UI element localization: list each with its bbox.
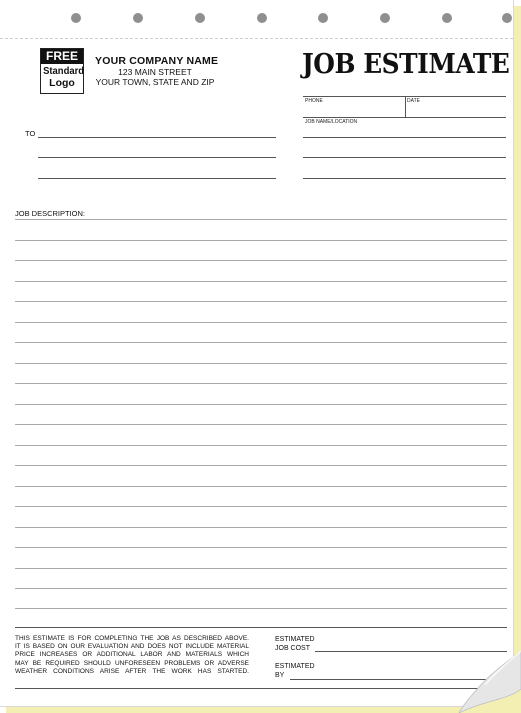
job-name-line[interactable]: [303, 178, 506, 179]
estimated-by-line1: ESTIMATED: [275, 663, 315, 670]
phone-label: PHONE: [305, 98, 323, 104]
description-line[interactable]: [15, 527, 507, 528]
description-line[interactable]: [15, 260, 507, 261]
to-address-line[interactable]: [38, 178, 276, 179]
description-line[interactable]: [15, 322, 507, 323]
logo-standard-text: Standard: [43, 65, 85, 77]
disclaimer-line: THIS ESTIMATE IS FOR COMPLETING THE JOB AS DESCRIBED ABOVE.: [15, 635, 249, 642]
estimate-disclaimer: [15, 635, 249, 676]
description-line[interactable]: [15, 404, 507, 405]
to-address-line[interactable]: [38, 157, 276, 158]
binding-hole: [380, 13, 390, 23]
disclaimer-line: IT IS BASED ON OUR EVALUATION AND DOES NOT INCLUDE MATERIAL: [15, 643, 249, 651]
job-name-line[interactable]: [303, 137, 506, 138]
page-curl: [441, 633, 521, 713]
binding-hole: [195, 13, 205, 23]
estimated-cost-line1: ESTIMATED: [275, 636, 315, 643]
form-title: JOB ESTIMATE: [302, 49, 510, 80]
job-description-label: JOB DESCRIPTION:: [15, 209, 86, 218]
description-line[interactable]: [15, 486, 507, 487]
description-line[interactable]: [15, 342, 507, 343]
estimated-by-line2: BY: [275, 672, 285, 679]
description-line[interactable]: [15, 588, 507, 589]
logo-logo-text: Logo: [49, 77, 75, 89]
estimated-job-cost-label: [275, 635, 315, 653]
description-line[interactable]: [15, 568, 507, 569]
estimated-by-label: [275, 662, 315, 680]
to-address-line[interactable]: [38, 137, 276, 138]
disclaimer-line: MAY BE REQUIRED SHOULD UNFORESEEN PROBLEMS OR ADVERSE: [15, 659, 249, 667]
job-name-label: JOB NAME/LOCATION: [305, 119, 358, 125]
company-town: YOUR TOWN, STATE AND ZIP: [95, 77, 215, 87]
description-line[interactable]: [15, 608, 507, 609]
footer-bottom-rule: [15, 688, 507, 689]
company-logo: [40, 48, 84, 94]
description-line[interactable]: [15, 506, 507, 507]
phone-date-divider: [405, 96, 406, 117]
description-line[interactable]: [15, 547, 507, 548]
date-label: DATE: [407, 98, 420, 104]
estimated-cost-line2: JOB COST: [275, 645, 311, 652]
description-line[interactable]: [15, 465, 507, 466]
logo-free-text: FREE: [41, 49, 83, 64]
description-line[interactable]: [15, 219, 507, 220]
description-line[interactable]: [15, 424, 507, 425]
description-line[interactable]: [15, 301, 507, 302]
company-name: YOUR COMPANY NAME: [95, 55, 219, 67]
description-line[interactable]: [15, 240, 507, 241]
phone-date-bottom-rule: [303, 117, 506, 118]
description-line[interactable]: [15, 281, 507, 282]
binding-hole: [502, 13, 512, 23]
footer-rule: [15, 627, 507, 628]
job-name-line[interactable]: [303, 157, 506, 158]
description-line[interactable]: [15, 363, 507, 364]
disclaimer-line: PRICE INCREASES OR ADDITIONAL LABOR AND MATERIALS WHICH: [15, 651, 249, 659]
description-line[interactable]: [15, 383, 507, 384]
company-street: 123 MAIN STREET: [118, 67, 192, 77]
binding-hole: [133, 13, 143, 23]
binding-hole: [442, 13, 452, 23]
binding-hole: [318, 13, 328, 23]
description-line[interactable]: [15, 445, 507, 446]
binding-hole: [257, 13, 267, 23]
disclaimer-line: WEATHER CONDITIONS ARISE AFTER THE WORK HAS STARTED.: [15, 667, 249, 675]
perforated-binding-strip: [0, 0, 513, 39]
to-label: TO: [25, 129, 36, 138]
binding-hole: [71, 13, 81, 23]
